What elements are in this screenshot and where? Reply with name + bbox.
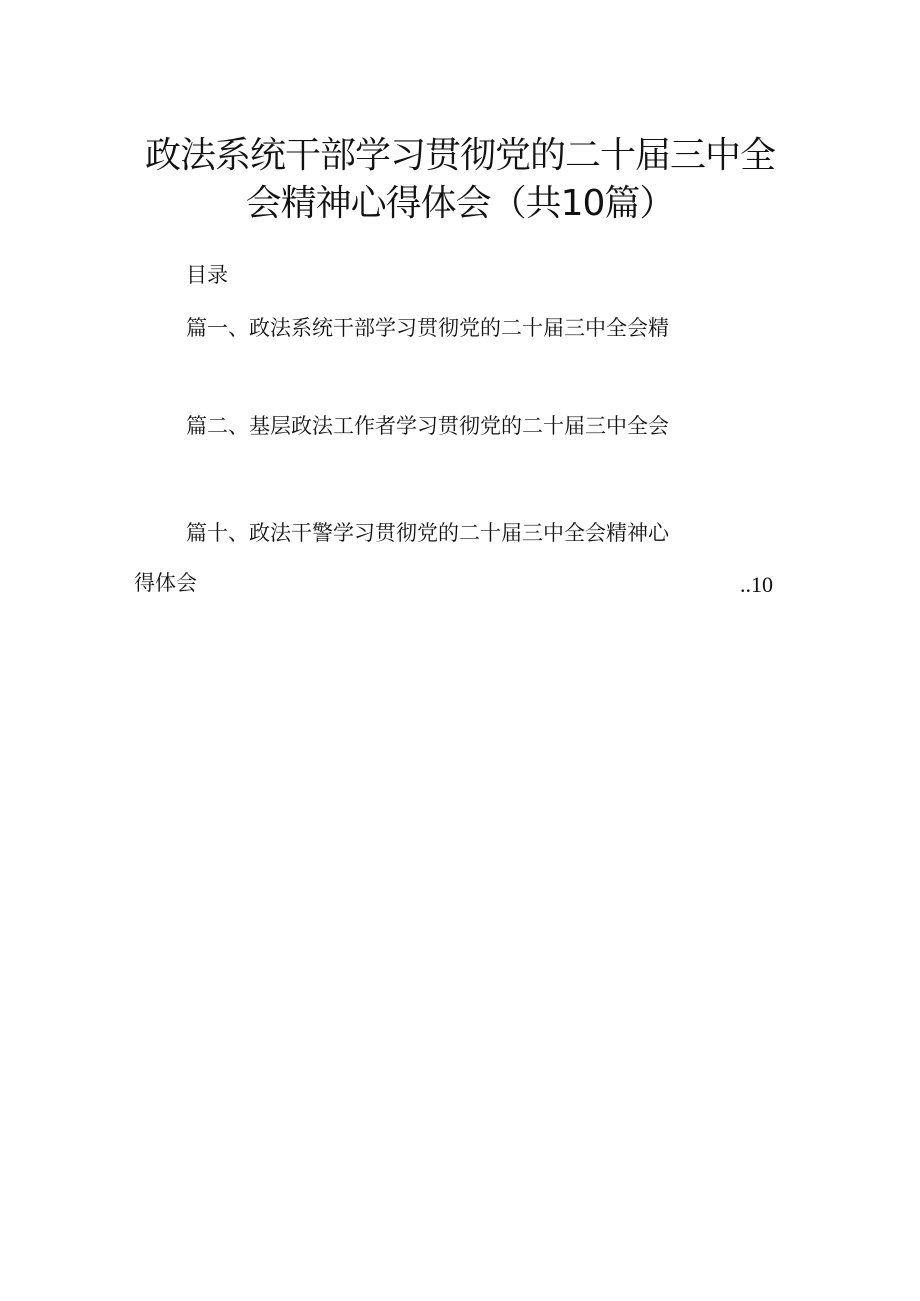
toc-entry-10-page-number[interactable]: ..10	[740, 572, 773, 597]
document-title-line-2: 会精神心得体会（共10篇）	[245, 183, 675, 224]
toc-entry-10-line-1[interactable]: 篇十、政法干警学习贯彻党的二十届三中全会精神心	[186, 521, 669, 545]
toc-entry-1[interactable]: 篇一、政法系统干部学习贯彻党的二十届三中全会精	[186, 316, 669, 340]
toc-heading: 目录	[186, 263, 228, 287]
toc-entry-10-line-2[interactable]: 得体会	[134, 571, 197, 595]
document-title-line-1: 政法系统干部学习贯彻党的二十届三中全	[144, 135, 775, 176]
toc-entry-2[interactable]: 篇二、基层政法工作者学习贯彻党的二十届三中全会	[186, 414, 669, 438]
